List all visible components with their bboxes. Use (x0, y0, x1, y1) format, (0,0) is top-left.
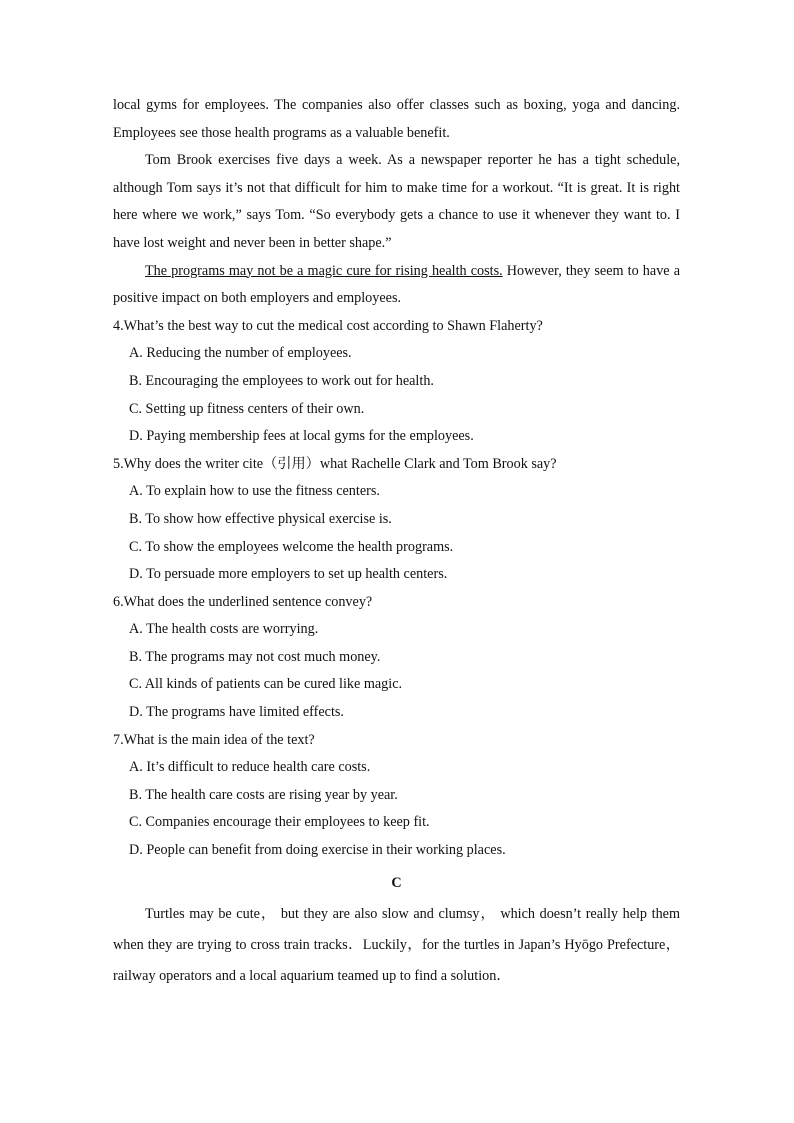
option-d: D. People can benefit from doing exercise in their working places. (129, 842, 506, 859)
question-5 (113, 451, 680, 589)
option-d: D. Paying membership fees at local gyms for the employees. (129, 428, 474, 445)
question-4 (113, 313, 680, 451)
question-7 (113, 727, 680, 865)
option-a: A. Reducing the number of employees. (129, 345, 352, 362)
option-d: D. The programs have limited effects. (129, 704, 344, 721)
passage-b-paragraph-2: Tom Brook exercises five days a week. As a newspaper reporter he has a tight schedule, although Tom says it’s not that difficult for him to make time for a workout. “It is great. It is right here where we work,” says Tom. “So everybody gets a chance to use it whenever they want to. I have lost weight and never been in better shape.” (113, 152, 680, 251)
option-b: B. Encouraging the employees to work out for health. (129, 372, 434, 389)
passage-b-paragraph-3 (113, 258, 680, 313)
section-c-heading: C (391, 874, 402, 891)
option-b: B. The programs may not cost much money. (129, 648, 381, 665)
passage-b-paragraph-1: local gyms for employees. The companies also offer classes such as boxing, yoga and dancing. Employees see those health programs as a valuable benefit. (113, 97, 680, 141)
option-d: D. To persuade more employers to set up health centers. (129, 566, 448, 583)
option-c: C. Setting up fitness centers of their own. (129, 400, 365, 417)
option-b: B. The health care costs are rising year by year. (129, 786, 398, 803)
underlined-sentence: The programs may not be a magic cure for rising health costs. (145, 262, 503, 279)
option-a: A. To explain how to use the fitness centers. (129, 483, 380, 500)
paragraph-3-rest: However, they seem to have a positive impact on both employers and employees. (113, 262, 680, 307)
question-stem: 5.Why does the writer cite（引用）what Rachelle Clark and Tom Brook say? (113, 455, 557, 472)
option-a: A. It’s difficult to reduce health care costs. (129, 759, 371, 776)
option-c: C. All kinds of patients can be cured like magic. (129, 676, 403, 693)
option-b: B. To show how effective physical exercise is. (129, 510, 392, 527)
question-stem: 4.What’s the best way to cut the medical cost according to Shawn Flaherty? (113, 317, 543, 334)
question-stem: 7.What is the main idea of the text? (113, 731, 315, 748)
option-c: C. To show the employees welcome the health programs. (129, 538, 454, 555)
document-page (113, 92, 680, 992)
question-stem: 6.What does the underlined sentence convey? (113, 593, 373, 610)
option-a: A. The health costs are worrying. (129, 621, 319, 638)
section-c-paragraph-1: Turtles may be cute， but they are also slow and clumsy， which doesn’t really help them when they are trying to cross train tracks．Luckily，for the turtles in Japan’s Hyōgo Prefecture， railway operators and a local aquarium teamed up to find a solution． (113, 905, 680, 984)
option-c: C. Companies encourage their employees to keep fit. (129, 814, 430, 831)
question-6 (113, 589, 680, 727)
